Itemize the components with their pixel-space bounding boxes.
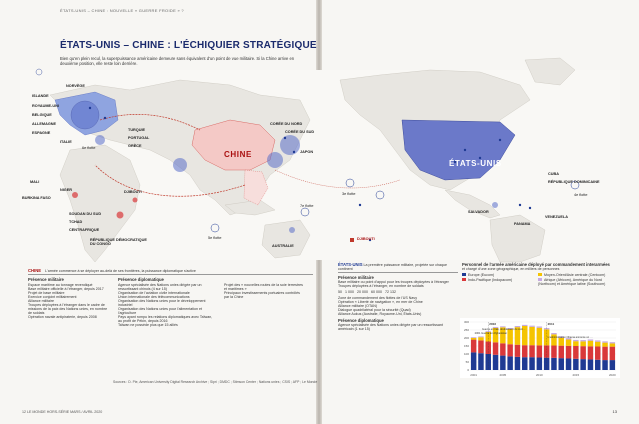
chart-bar-segment (602, 343, 607, 347)
china-diplomatic-item: Organisation des Nations unies pour l'alimentation et l'agriculture (118, 307, 202, 315)
chart-bar-segment (471, 352, 476, 370)
chart-bar-segment (529, 326, 534, 327)
us-troops-scale-value: 72 132 (385, 290, 396, 294)
map-label-djibouti: DJIBOUTI (124, 190, 142, 194)
chart-legend (462, 262, 622, 286)
map-label-usa: ÉTATS-UNIS (449, 159, 502, 168)
us-diplomatic-title: Présence diplomatique (338, 318, 384, 323)
map-label-cuba: CUBA (548, 172, 559, 176)
chart-x-tick: 2020 (609, 373, 616, 377)
chart-y-tick: 200 (463, 336, 469, 340)
map-label-china: CHINE (224, 150, 252, 159)
us-military-item: Troupes déployées à l'étranger, en nombre de soldats (338, 284, 424, 288)
chart-annotation: L'administration Obama annonce un …L'administration Obama annonce un « pivot vers l'Asie » et le retrait d'Irak (547, 336, 593, 339)
chart-bar-segment (580, 341, 585, 346)
chart-bar-segment (566, 339, 571, 345)
chart-bar-segment (610, 347, 615, 360)
chart-legend-entry (538, 273, 618, 277)
china-military-item: Exercice conjoint militairement (28, 295, 77, 299)
intro-text: Bien qu'en plein recul, la superpuissance américaine demeure sans équivalent d'un point de vue militaire. Si la Chine arrive en deuxième position, elle reste loin derrière. (60, 56, 295, 67)
us-troops-scale-value: 60 000 (371, 290, 382, 294)
chart-y-tick: 50 (465, 360, 469, 364)
china-diplomatic-item: Taïwan ne possède plus que 15 alliés (118, 323, 178, 327)
chart-bar-segment (478, 340, 483, 353)
chart-x-tick: 2010 (536, 373, 543, 377)
map-label-islande: ISLANDE (32, 94, 49, 98)
chart-bar-segment (559, 358, 564, 370)
us-diplomatic-item: Agence spécialisée des Nations unies dirigée par un ressortissant américain (1 sur 15) (338, 323, 443, 331)
chart-bar-segment (522, 325, 527, 326)
china-diplomatic-item: Union internationale des télécommunications (118, 295, 190, 299)
us-troops-scale-value: 20 000 (357, 290, 368, 294)
china-legend-heading: CHINE (28, 268, 42, 273)
china-routes-item: Projet des « nouvelles routes de la soie terrestres et maritimes » (224, 283, 303, 291)
chart-bar-segment (507, 356, 512, 370)
chart-annotation: 2001 Guerre en Afghanistan2001 Guerre en Afghanistan (474, 332, 508, 335)
chart-bar-segment (595, 360, 600, 370)
chart-bar-segment (602, 347, 607, 360)
china-military-item: Base militaire officielle à l'étranger, depuis 2017 (28, 287, 104, 291)
map-label-allemagne: ALLEMAGNE (32, 122, 57, 126)
map-label-portugal: PORTUGAL (128, 136, 150, 140)
chart-x-tick: 2005 (499, 373, 507, 377)
us-troops-scale-value: 1 000 (345, 290, 354, 294)
chart-bar-segment (580, 340, 585, 341)
chart-bar-segment (522, 345, 527, 357)
chart-legend-entry (462, 273, 532, 277)
chart-bar-segment (566, 346, 571, 359)
map-label-burkina: BURKINA FASO (22, 196, 51, 200)
chart-bar-segment (493, 342, 498, 354)
chart-bar-segment (529, 357, 534, 370)
chart-legend-title: Personnel de l'armée américaine déployé par commandement interarmées (462, 262, 610, 267)
map-label-belgique: BELGIQUE (32, 113, 52, 117)
us-legend-subtitle: La première puissance militaire, projetée sur chaque continent (338, 263, 448, 271)
chart-bar-segment (471, 338, 476, 340)
chart-bar-segment (580, 346, 585, 359)
map-label-soudan: SOUDAN DU SUD (69, 212, 102, 216)
map-label-3rd-fleet: 3e flotte (342, 192, 356, 196)
chart-legend-entry-label: Indo-Pacifique (Indopacom) (468, 278, 513, 282)
chart-y-tick: 100 (463, 352, 469, 356)
map-label-tchad: TCHAD (69, 220, 83, 224)
chart-bar-segment (610, 360, 615, 370)
china-military-item: Espace maritime au tonnage revendiqué (28, 283, 93, 287)
chart-bar-segment (515, 326, 520, 327)
chart-bar-segment (573, 359, 578, 370)
chart-y-tick: 300 (463, 320, 469, 324)
china-military-item: Projet de base militaire (28, 291, 65, 295)
china-legend-subtitle: L'armée commence à se déployer au-delà de ses frontières, la puissance diplomatique s'active (45, 268, 196, 273)
map-label-japon: JAPON (300, 150, 314, 154)
page-title: ÉTATS-UNIS – CHINE : L'ÉCHIQUIER STRATÉGIQUE (60, 40, 317, 51)
map-label-turquie: TURQUIE (128, 128, 146, 132)
chart-bar-segment (551, 346, 556, 358)
chart-bar-segment (610, 342, 615, 343)
chart-bar-segment (566, 358, 571, 370)
map-label-djibouti-base: DJIBOUTI (357, 237, 375, 241)
chart-bar-segment (588, 346, 593, 359)
map-label-4th-fleet: 4e flotte (574, 193, 588, 197)
map-label-7th-fleet: 7e flotte (300, 204, 314, 208)
chart-bar-segment (478, 337, 483, 340)
chart-y-tick: 0 (467, 368, 469, 372)
china-military-item: Alliance militaire (28, 299, 54, 303)
chart-bar-segment (588, 359, 593, 370)
map-label-salvador: SALVADOR (468, 210, 489, 214)
sources: Sources : D. Pie, American University Digital Research Archive ; Sipri ; DMDC ; Stimson Center ; Nations unies ; CSIS ; AFP ; Le Monde (113, 380, 318, 384)
us-military-item: Alliance militaire (OTAN) (338, 304, 378, 308)
map-label-rep-dom: RÉPUBLIQUE DOMINICAINE (548, 180, 600, 184)
map-label-coree-sud: CORÉE DU SUD (285, 130, 315, 134)
map-label-rdc: RÉPUBLIQUE DÉMOCRATIQUE DU CONGO (90, 238, 147, 246)
chart-bar-segment (537, 326, 542, 327)
chart-bar-segment (551, 358, 556, 370)
map-label-coree-nord: CORÉE DU NORD (270, 122, 303, 126)
us-legend-heading: ÉTATS-UNIS (338, 262, 363, 267)
chart-bar-segment (551, 333, 556, 334)
map-label-venezuela: VENEZUELA (545, 215, 568, 219)
chart-bar-segment (573, 341, 578, 346)
chart-legend-entry-label: Afrique (Africom), Amérique du Nord (Northcom) et Amérique latine (Southcom) (538, 278, 606, 286)
us-military-item: Opération « Liberté de navigation », en mer de Chine (338, 300, 423, 304)
us-military-item: Zone de commandement des flottes de l'US Navy (338, 296, 417, 300)
us-military-item: Base militaire ou point d'appui pour les troupes déployées à l'étranger (338, 280, 449, 284)
chart-bar-segment (602, 360, 607, 370)
chart-legend-entry-label: Moyen-Orient/Asie centrale (Centcom) (544, 273, 606, 277)
china-diplomatic-list (118, 277, 216, 327)
china-diplomatic-item: Organisation des Nations unies pour le développement industriel (118, 299, 206, 307)
china-military-item: Opération navale antipiraterie, depuis 2008 (28, 315, 97, 319)
chart-bar-segment (478, 336, 483, 337)
chart-x-tick: 2015 (572, 373, 580, 377)
chart-bar-segment (515, 357, 520, 370)
chart-bar-segment (595, 346, 600, 359)
chart-bar-segment (610, 343, 615, 346)
chart-x-tick: 2001 (470, 373, 477, 377)
chart-annotation: 2003 (489, 322, 496, 326)
map-label-centrafrique: CENTRAFRIQUE (69, 228, 100, 232)
map-label-6th-fleet: 6e flotte (82, 146, 96, 150)
map-label-panama: PANAMA (514, 222, 531, 226)
chart-annotation: 2011 (547, 322, 555, 326)
chart-bar-segment (500, 343, 505, 355)
map-label-espagne: ESPAGNE (32, 131, 51, 135)
chart-bar-segment (602, 341, 607, 342)
chart-legend-entry (538, 278, 618, 286)
chart-bar-segment (507, 344, 512, 356)
chart-bar-segment (580, 359, 585, 370)
chart-bar-segment (478, 353, 483, 370)
chart-bar-segment (529, 327, 534, 345)
us-military-item: Dialogue quadrilatéral pour la sécurité (Quad) (338, 308, 411, 312)
map-label-5th-fleet: 5e flotte (208, 236, 222, 240)
chart-bar-segment (522, 357, 527, 370)
chart-bar-segment (595, 340, 600, 341)
map-label-norvege: NORVÈGE (66, 84, 85, 88)
us-legend (338, 262, 458, 331)
chart-bar-segment (500, 356, 505, 370)
china-diplomatic-title: Présence diplomatique (118, 277, 164, 282)
footer-left: 12 LE MONDE HORS-SÉRIE MARS / AVRIL 2020 (22, 410, 103, 414)
chart-bar-segment (559, 346, 564, 358)
chart-bar-segment (471, 340, 476, 353)
map-label-mali: MALI (30, 180, 40, 184)
page-number: 13 (612, 409, 617, 414)
china-military-title: Présence militaire (28, 277, 64, 282)
chart-legend-entry-label: Europe (Eucom) (468, 273, 495, 277)
us-military-item: Alliance Aukus (Australie, Royaume-Uni, États-Unis) (338, 312, 422, 316)
chart-bar-segment (595, 342, 600, 347)
map-label-grece: GRÈCE (128, 144, 142, 148)
map-label-australie: AUSTRALIE (272, 244, 294, 248)
china-military-list (28, 277, 110, 327)
map-label-niger: NIGER (60, 188, 73, 192)
us-troops-scale (338, 290, 458, 294)
chart-bar-segment (493, 355, 498, 370)
chart-bar-segment (588, 341, 593, 347)
chart-bar-segment (471, 337, 476, 338)
china-legend (28, 268, 313, 327)
chart-bar-segment (573, 346, 578, 359)
china-diplomatic-item: Organisation de l'aviation civile internationale (118, 291, 190, 295)
chart-annotation: Guerre en Irak, doublement du cont…Guerre en Irak, doublement du contingent en Afghanistan (481, 328, 526, 331)
us-military-title: Présence militaire (338, 275, 374, 280)
china-diplomatic-item: Pays ayant rompu les relations diplomatiques avec Taïwan, au profit de Pékin, depuis 2016 (118, 315, 213, 323)
chart-y-tick: 250 (463, 328, 469, 332)
china-routes-list (224, 277, 306, 327)
chart-bar-segment (529, 345, 534, 357)
chart-bar-segment (515, 345, 520, 357)
map-label-royaume-uni: ROYAUME-UNI (32, 104, 59, 108)
china-diplomatic-item: Agence spécialisée des Nations unies dirigée par un ressortissant chinois (4 sur 15) (118, 283, 202, 291)
map-label-italie: ITALIE (60, 140, 72, 144)
us-troops-scale-value: 50 (338, 290, 342, 294)
chart-legend-subtitle: et chargé d'une zone géographique, en milliers de personnes (462, 267, 560, 271)
chart-bar-segment (507, 329, 512, 344)
page-header: ÉTATS-UNIS – CHINE : NOUVELLE « GUERRE FROIDE » ? (60, 8, 184, 13)
china-routes-item: Principaux investissements portuaires contrôlés par la Chine (224, 291, 300, 299)
chart-legend-entry (462, 278, 532, 286)
deployment-chart (460, 318, 620, 378)
chart-y-tick: 150 (463, 344, 469, 348)
chart-bar-segment (573, 340, 578, 341)
chart-bar-segment (588, 339, 593, 340)
chart-bar-segment (537, 345, 542, 357)
chart-bar-segment (537, 328, 542, 346)
chart-bar-segment (537, 358, 542, 370)
china-military-item: Troupes déployées à l'étranger dans le cadre de missions de la paix des Nations unies, en nombre de soldats (28, 303, 108, 315)
